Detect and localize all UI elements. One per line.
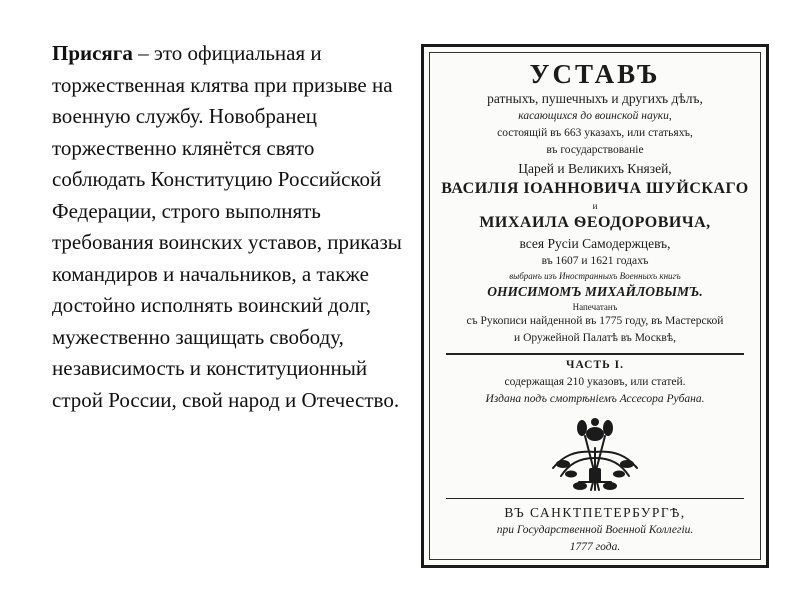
title-page-line: МИХАИЛА ѲЕОДОРОВИЧА, — [479, 214, 711, 231]
title-page-imprint: ВЪ САНКТПЕТЕРБУРГѢ, — [504, 505, 686, 520]
title-page-line: въ государствованіе — [546, 144, 644, 156]
trophy-ornament-icon — [535, 412, 655, 494]
title-page-line: ОНИСИМОМЪ МИХАЙЛОВЫМЪ. — [487, 284, 703, 299]
oath-term: Присяга — [52, 41, 133, 65]
oath-definition-text: – это официальная и торжественная клятва при призыве на военную службу. Новобранец торжественно клянётся свято соблюдать Конституцию Российской Федерации, строго выполнять требования воинских уставов, приказы командиров и начальников, а также достойно исполнять воинский долг, мужественно защищать свободу, независимость и конституционный строй России, свой народ и Отечество. — [52, 41, 402, 412]
title-page-line: касающихся до воинской науки, — [518, 110, 672, 122]
title-page-line: состоящій въ 663 указахъ, или статьяхъ, — [497, 127, 693, 139]
title-page-line: всея Русіи Самодержцевъ, — [519, 236, 671, 251]
title-page-line: и Оружейной Палатѣ въ Москвѣ, — [514, 332, 676, 344]
charter-title-page-image — [421, 44, 769, 568]
title-page-line: и — [592, 201, 598, 211]
title-page-rule — [446, 498, 744, 499]
title-page-line: выбранъ изъ Иностранныхъ Военныхъ книгъ — [509, 271, 681, 281]
oath-definition — [52, 38, 404, 416]
title-page-line: въ 1607 и 1621 годахъ — [541, 255, 649, 267]
title-page-part: ЧАСТЬ I. — [566, 359, 624, 371]
title-page-line: ратныхъ, пушечныхъ и другихъ дѣлъ, — [487, 91, 703, 106]
title-page-imprint: при Государственной Военной Коллегіи. — [496, 524, 694, 536]
title-page-title: УСТАВЪ — [529, 59, 661, 89]
title-page-content — [438, 59, 752, 556]
title-page-line: ВАСИЛІЯ ІОАННОВИЧА ШУЙСКАГО — [441, 180, 749, 197]
title-page-imprint: 1777 года. — [569, 541, 621, 553]
title-page-line: Издана подъ смотрѣніемъ Ассесора Рубана. — [485, 393, 705, 405]
title-page-line: Напечатанъ — [572, 302, 618, 312]
title-page-line: съ Рукописи найденной въ 1775 году, въ Мастерской — [466, 315, 724, 327]
title-page-line: содержащая 210 указовъ, или статей. — [504, 376, 686, 388]
title-page-rule — [446, 353, 744, 355]
title-page-line: Царей и Великихъ Князей, — [518, 161, 672, 176]
